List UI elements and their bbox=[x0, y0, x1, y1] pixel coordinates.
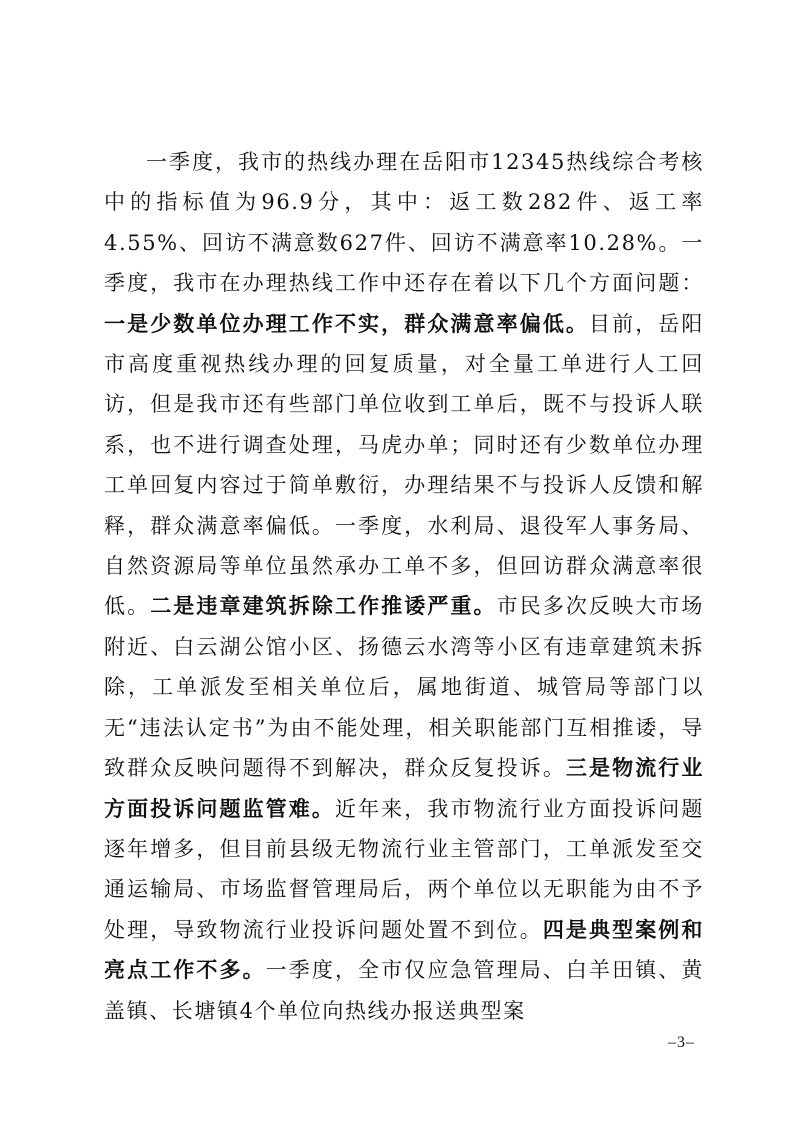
text-run: 市民多次反映大市场附近、白云湖公馆小区、扬德云水湾等小区有违章建筑未拆除，工单派发至相关单位后，属地街道、城管局等部门以无“违法认定书”为由不能处理，相关职能部门互相推诿，导致群众反映问题得不到解决，群众反复投诉。 bbox=[104, 594, 705, 781]
bold-heading-1: 一是少数单位办理工作不实，群众满意率偏低。 bbox=[104, 311, 590, 336]
text-run: 一季度，全市仅应急管理局、白羊田镇、黄盖镇、长塘镇4个单位向热线办报送典型案 bbox=[104, 958, 704, 1023]
page-number: –3– bbox=[668, 1034, 695, 1051]
text-run: 目前，岳阳市高度重视热线办理的回复质量，对全量工单进行人工回访，但是我市还有些部门单位收到工单后，既不与投诉人联系，也不进行调查处理，马虎办单；同时还有少数单位办理工单回复内容过于简单敷衍，办理结果不与投诉人反馈和解释，群众满意率偏低。一季度，水利局、退役军人事务局、自然资源局等单位虽然承办工单不多，但回访群众满意率很低。 bbox=[104, 311, 704, 619]
body-paragraph bbox=[104, 142, 704, 1031]
text-run: 近年来，我市物流行业方面投诉问题逐年增多，但目前县级无物流行业主管部门，工单派发至交通运输局、市场监督管理局后，两个单位以无职能为由不予处理，导致物流行业投诉问题处置不到位。 bbox=[104, 796, 705, 942]
bold-heading-3: 三是物流行业方面投诉问题监管难。 bbox=[104, 756, 704, 821]
text-run: 一季度，我市的热线办理在岳阳市12345热线综合考核中的指标值为96.9分，其中：返工数282件、返工率4.55%、回访不满意数627件、回访不满意率10.28%。一季度，我市在办理热线工作中还存在着以下几个方面问题： bbox=[104, 150, 704, 296]
bold-heading-2: 二是违章建筑拆除工作推诿严重。 bbox=[150, 594, 497, 619]
bold-heading-4: 四是典型案例和亮点工作不多。 bbox=[104, 917, 705, 983]
